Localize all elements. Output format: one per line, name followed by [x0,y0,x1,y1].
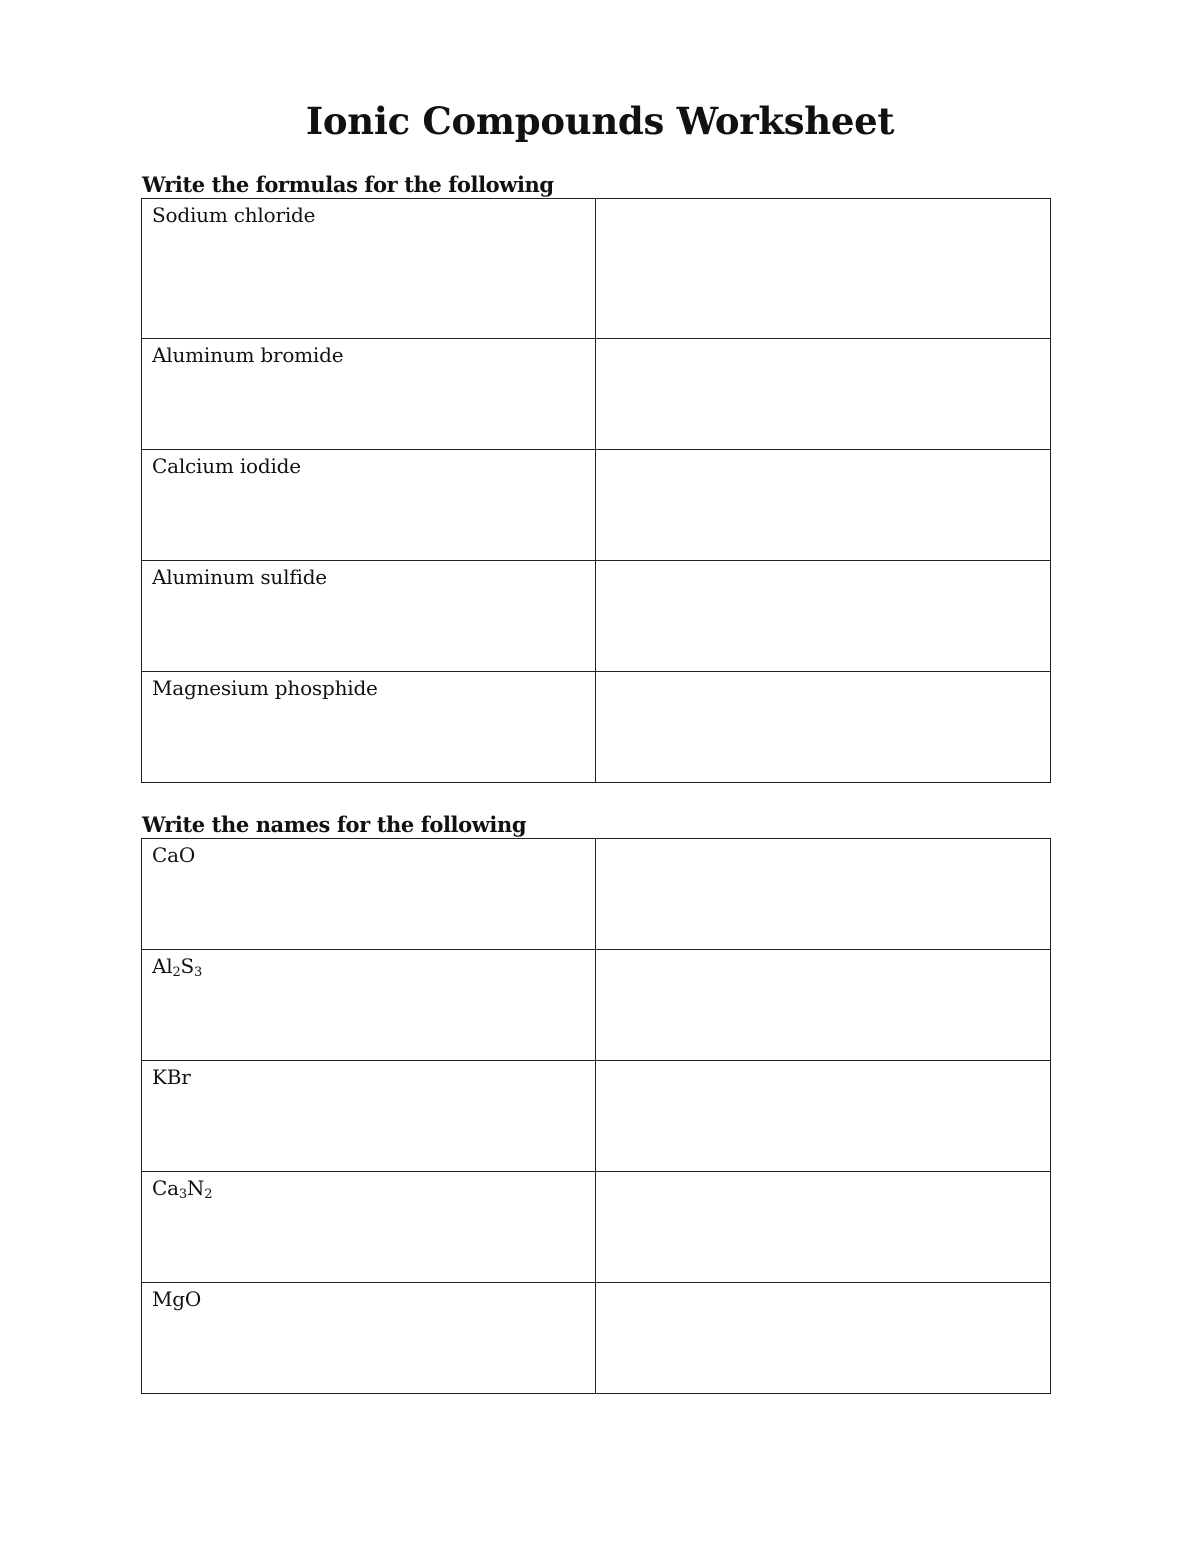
table-row [142,199,1051,339]
formula-cell [142,1172,596,1283]
name-answer-cell[interactable] [596,1172,1051,1283]
table-row [142,1061,1051,1172]
names-section-heading: Write the names for the following [142,812,527,837]
formula-cell [142,950,596,1061]
formula-cell [142,1061,596,1172]
table-row [142,839,1051,950]
formula-text: CaO [152,843,196,867]
formula-answer-cell[interactable] [596,561,1051,672]
formula-subscript: 2 [172,965,181,980]
formula-text: Al [152,954,173,978]
formula-text: S [180,954,195,978]
table-row [142,339,1051,450]
formula-text: Ca [152,1176,179,1200]
names-table [141,838,1051,1394]
formulas-section-heading: Write the formulas for the following [142,172,554,197]
formula-text: MgO [152,1287,202,1311]
formulas-table [141,198,1051,783]
formula-text: KBr [152,1065,191,1089]
name-answer-cell[interactable] [596,839,1051,950]
formula-answer-cell[interactable] [596,450,1051,561]
formula-cell [142,839,596,950]
page-title: Ionic Compounds Worksheet [305,99,895,143]
table-row [142,950,1051,1061]
formula-cell [142,1283,596,1394]
formula-answer-cell[interactable] [596,339,1051,450]
formula-answer-cell[interactable] [596,672,1051,783]
compound-name-cell: Magnesium phosphide [142,672,596,783]
table-row [142,561,1051,672]
compound-name-cell: Aluminum sulfide [142,561,596,672]
table-row [142,450,1051,561]
formula-answer-cell[interactable] [596,199,1051,339]
formula-subscript: 2 [204,1187,213,1202]
table-row [142,672,1051,783]
table-row [142,1172,1051,1283]
name-answer-cell[interactable] [596,1283,1051,1394]
name-answer-cell[interactable] [596,950,1051,1061]
formula-text: N [186,1176,205,1200]
compound-name-cell: Calcium iodide [142,450,596,561]
formula-subscript: 3 [194,965,203,980]
compound-name-cell: Sodium chloride [142,199,596,339]
compound-name-cell: Aluminum bromide [142,339,596,450]
formula-subscript: 3 [178,1187,187,1202]
name-answer-cell[interactable] [596,1061,1051,1172]
table-row [142,1283,1051,1394]
